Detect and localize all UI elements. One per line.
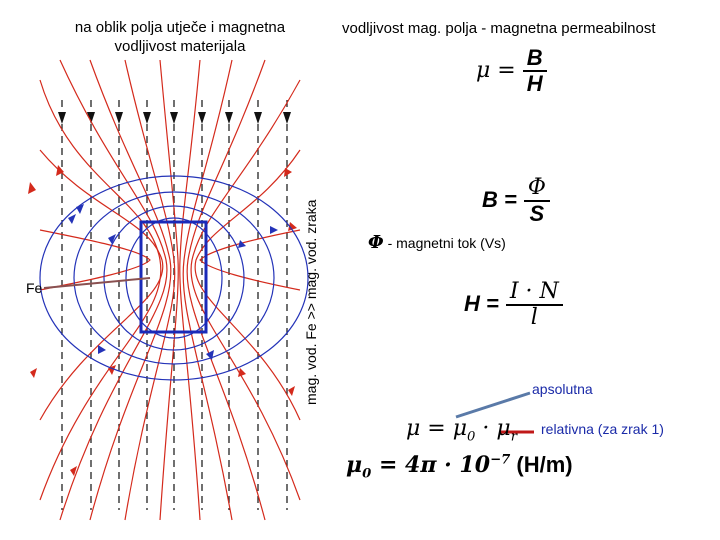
mu-denominator: H: [526, 71, 543, 96]
h-numerator: I · N: [506, 280, 563, 306]
mu-product-lhs: μ = μ: [406, 416, 468, 441]
b-numerator: Φ: [524, 176, 550, 202]
red-field-lines: [40, 60, 300, 520]
b-denominator: S: [529, 201, 545, 226]
mu0-unit: (H/m): [510, 452, 573, 477]
mu-fraction: [523, 46, 547, 96]
apsolutna-pointer: [456, 393, 530, 417]
h-denominator: l: [530, 305, 538, 330]
formula-mu: [476, 46, 547, 96]
mu0-subscript: 0: [362, 466, 372, 482]
dashed-field-lines: [62, 100, 287, 510]
mu0-value: = 4π · 10: [371, 452, 491, 478]
formula-mu-product: [406, 416, 517, 444]
mu0-exponent: −7: [490, 452, 511, 468]
mu0-symbol: μ: [346, 452, 363, 478]
fe-label: Fe: [26, 280, 43, 296]
h-fraction: [506, 280, 563, 330]
apsolutna-label: apsolutna: [532, 381, 593, 397]
dashed-arrowheads: [58, 112, 291, 124]
mu-lhs: μ =: [476, 58, 516, 83]
formula-mu0: [346, 452, 573, 481]
mu-zero-subscript: 0: [467, 429, 476, 445]
vertical-label: mag. vod. Fe >> mag. vod. zraka: [303, 199, 319, 405]
b-lhs: B =: [482, 187, 517, 212]
mu-product-dot: · μ: [475, 416, 511, 441]
red-arrowheads: [28, 165, 297, 476]
relativna-label: relativna (za zrak 1): [541, 421, 664, 437]
mu-r-subscript: r: [510, 429, 517, 445]
b-fraction: [524, 176, 550, 226]
fe-pointer: [44, 278, 150, 288]
phi-definition: [368, 232, 506, 253]
phi-description: - magnetni tok (Vs): [387, 235, 506, 251]
formula-b: [482, 176, 550, 226]
formula-h: [464, 280, 563, 330]
mu-numerator: B: [523, 46, 547, 72]
h-lhs: H =: [464, 291, 499, 316]
right-title: vodljivost mag. polja - magnetna permeabilnost: [342, 20, 656, 37]
phi-symbol: Φ: [368, 232, 384, 253]
left-title: na oblik polja utječe i magnetna vodljivost materijala: [74, 19, 286, 55]
